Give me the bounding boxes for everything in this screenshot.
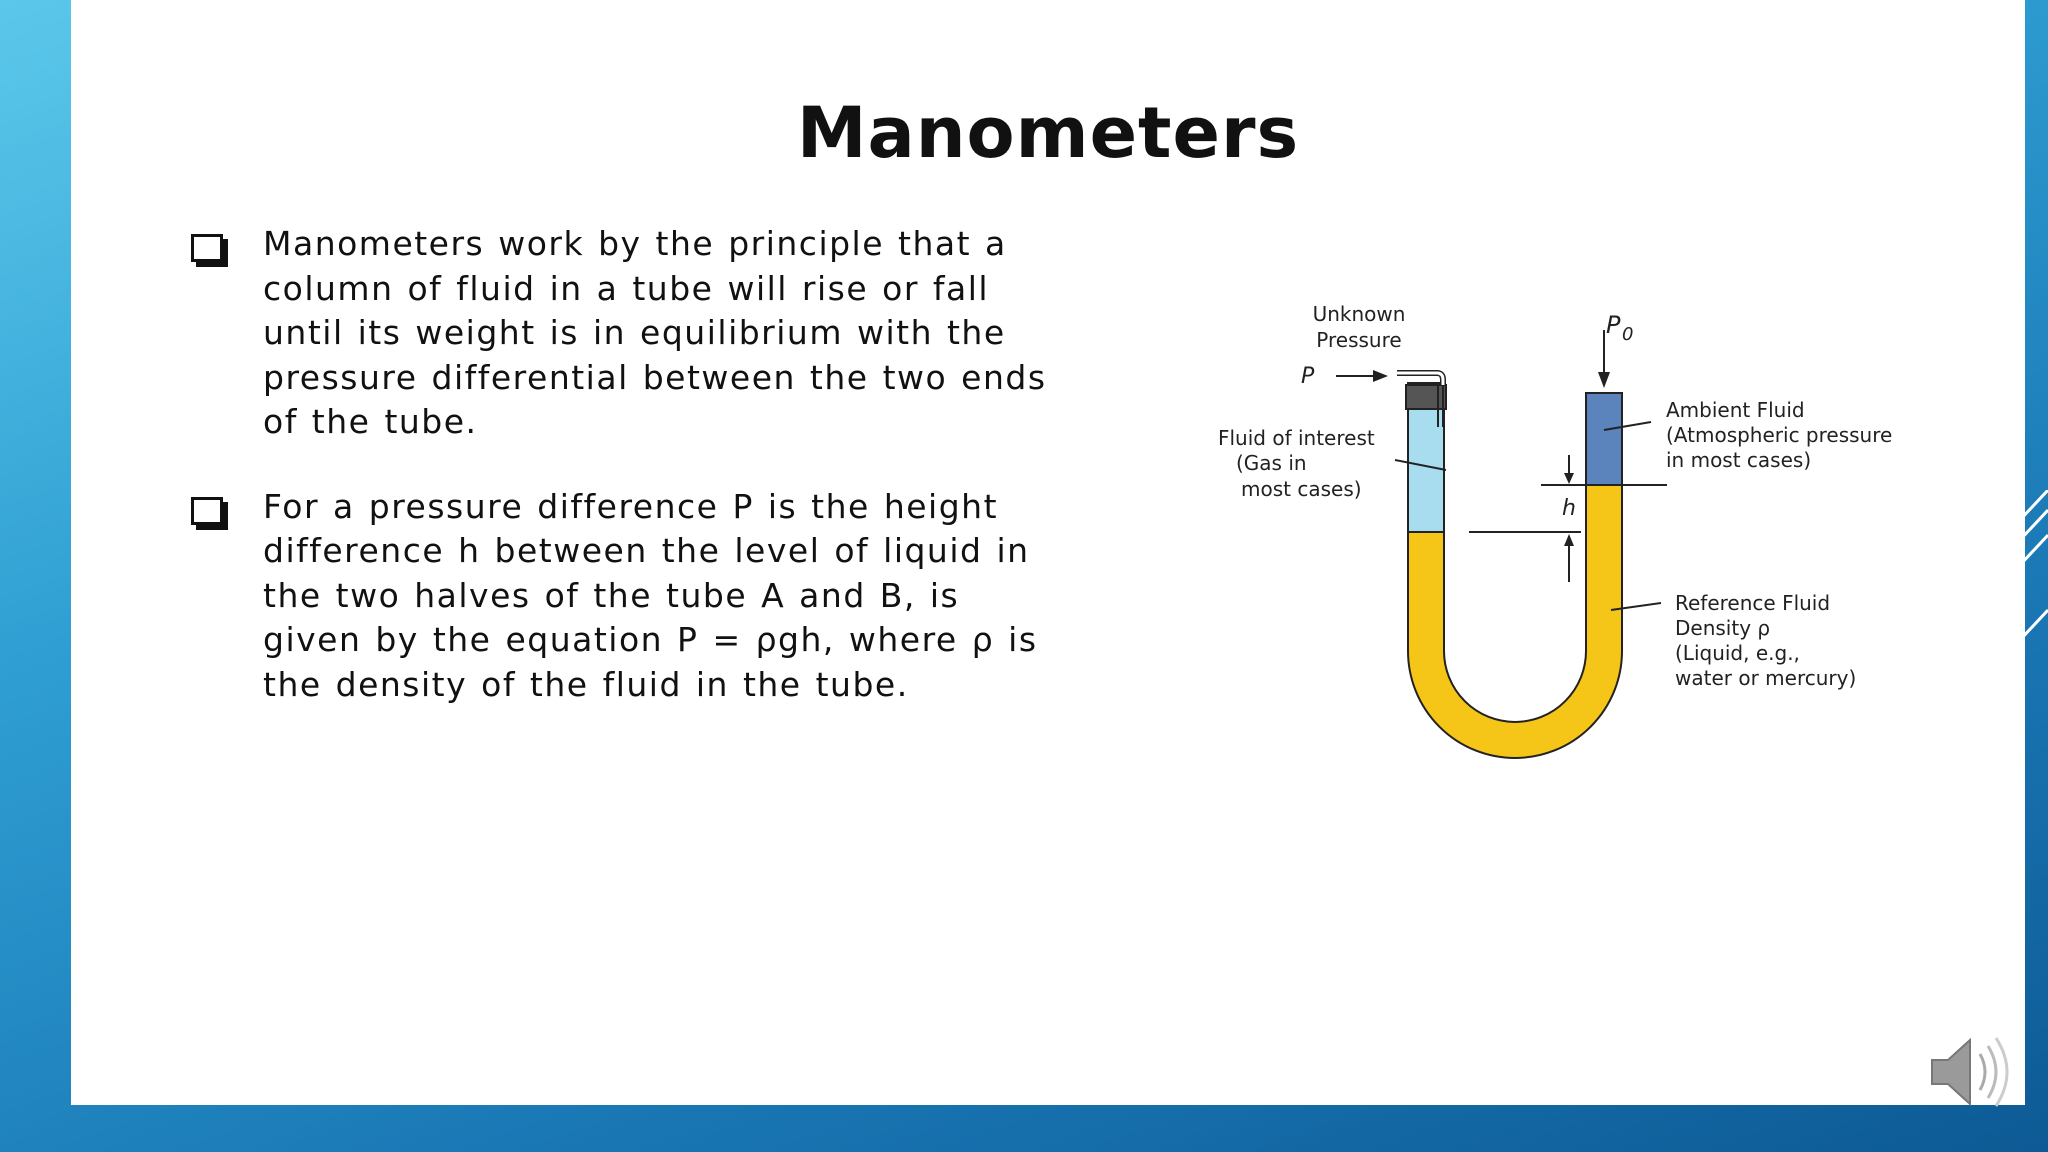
reference-fluid-label: Density ρ bbox=[1675, 616, 1771, 640]
tube-cap bbox=[1406, 385, 1446, 409]
bullet-list bbox=[191, 222, 1051, 747]
bullet-text: For a pressure difference P is the height difference h between the level of liquid in the two halves of the tube A and B, is given by the equation P = ρgh, where ρ is the density of the fluid in the tube. bbox=[263, 486, 1038, 704]
ambient-fluid-label: (Atmospheric pressure bbox=[1666, 423, 1893, 447]
h-label: h bbox=[1562, 496, 1576, 521]
p0-subscript: 0 bbox=[1622, 324, 1634, 345]
unknown-pressure-label: Pressure bbox=[1316, 328, 1402, 352]
fluid-of-interest-label: Fluid of interest bbox=[1218, 426, 1375, 450]
bullet-item bbox=[191, 222, 1051, 445]
checkbox-bullet-icon bbox=[191, 497, 223, 525]
reference-fluid-label: water or mercury) bbox=[1675, 666, 1857, 690]
manometer-diagram bbox=[1121, 240, 2021, 840]
slide bbox=[71, 0, 2025, 1105]
checkbox-bullet-icon bbox=[191, 234, 223, 262]
ambient-fluid-label: Ambient Fluid bbox=[1666, 398, 1805, 422]
ambient-column bbox=[1586, 393, 1622, 485]
reference-fluid-label: Reference Fluid bbox=[1675, 591, 1831, 615]
decorative-stripes bbox=[2020, 490, 2048, 660]
ambient-fluid-label: in most cases) bbox=[1666, 448, 1812, 472]
slide-title: Manometers bbox=[796, 92, 1300, 174]
unknown-pressure-label: Unknown bbox=[1312, 302, 1406, 326]
speaker-icon[interactable] bbox=[1928, 1034, 2012, 1110]
fluid-of-interest-label: (Gas in bbox=[1236, 451, 1307, 475]
p0-label: P bbox=[1606, 311, 1621, 339]
p-label: P bbox=[1301, 364, 1315, 389]
fluid-of-interest-label: most cases) bbox=[1241, 477, 1362, 501]
bullet-item bbox=[191, 485, 1051, 708]
bullet-text: Manometers work by the principle that a column of fluid in a tube will rise or fall until its weight is in equilibrium with the pressure differential between the two ends of the tube. bbox=[263, 224, 1047, 441]
reference-fluid-label: (Liquid, e.g., bbox=[1675, 641, 1800, 665]
